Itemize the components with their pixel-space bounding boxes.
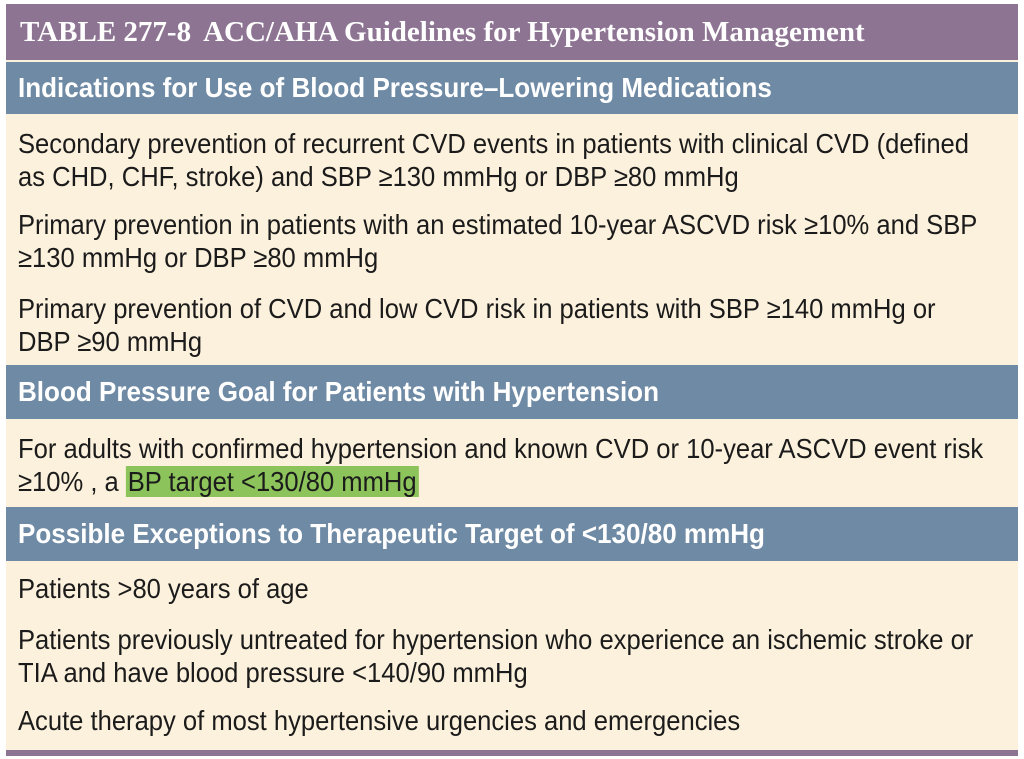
bp-target-highlight: BP target <130/80 mmHg [127,466,417,497]
indication-row-secondary-prevention: Secondary prevention of recurrent CVD events in patients with clinical CVD (defined as CHD, CHF, stroke) and SBP ≥130 mmHg or DBP ≥80 mmHg [18,128,970,192]
section-header-bp-goal: Blood Pressure Goal for Patients with Hypertension [6,365,1018,419]
table-label: TABLE 277-8 [20,16,192,48]
bottom-rule [6,750,1018,756]
table-title-bar [6,4,1018,60]
section-header-exceptions: Possible Exceptions to Therapeutic Target of <130/80 mmHg [6,507,1018,561]
indication-row-primary-prevention-ascvd: Primary prevention in patients with an estimated 10-year ASCVD risk ≥10% and SBP ≥130 mmHg or DBP ≥80 mmHg [18,209,977,273]
exception-row-acute-therapy: Acute therapy of most hypertensive urgencies and emergencies [18,705,741,736]
bp-goal-text: For adults with confirmed hypertension and known CVD or 10-year ASCVD event risk ≥10% , a [18,433,984,497]
guidelines-table [6,4,1018,756]
exception-row-untreated-stroke: Patients previously untreated for hypertension who experience an ischemic stroke or TIA and have blood pressure <140/90 mmHg [18,624,974,688]
indication-row-primary-prevention-low-risk: Primary prevention of CVD and low CVD risk in patients with SBP ≥140 mmHg or DBP ≥90 mmHg [18,293,936,357]
section-header-indications: Indications for Use of Blood Pressure–Lowering Medications [6,62,1018,114]
bp-goal-row [18,432,985,498]
exception-row-age: Patients >80 years of age [18,573,309,604]
table-title: ACC/AHA Guidelines for Hypertension Management [203,16,865,48]
